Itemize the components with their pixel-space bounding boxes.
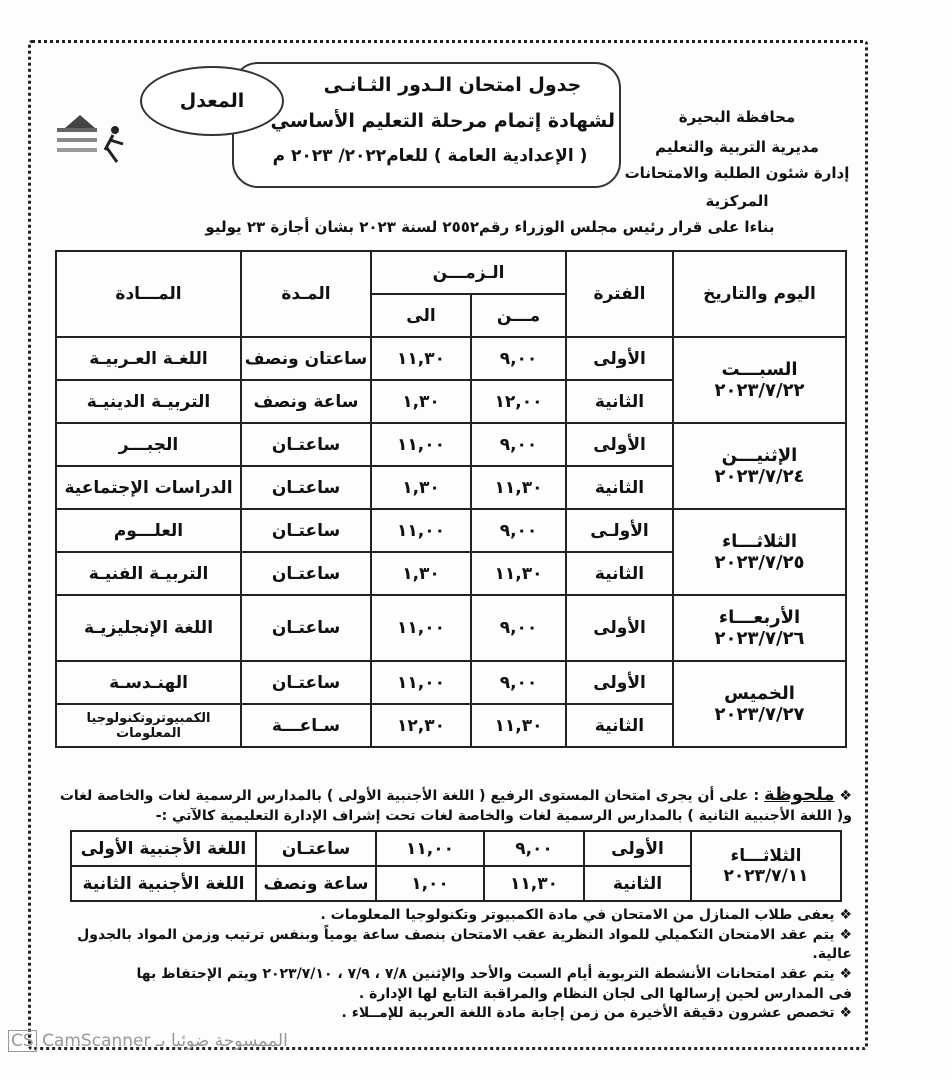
org-department: إدارة شئون الطلبة والامتحانات (624, 164, 850, 182)
header-day: اليوم والتاريخ (673, 251, 846, 337)
day-cell (673, 337, 846, 423)
title-line-2: لشهادة إتمام مرحلة التعليم الأساسي (270, 110, 615, 132)
to-cell: ١٢,٣٠ (371, 704, 471, 747)
duration-cell: ساعتـان (241, 552, 371, 595)
to-cell: ١١,٠٠ (371, 509, 471, 552)
subject-cell: التربيـة الدينيـة (56, 380, 241, 423)
day-cell (673, 661, 846, 747)
student-logo-icon (55, 110, 135, 170)
from-cell: ١١,٣٠ (484, 866, 584, 901)
day-name: الإثنيـــن (721, 445, 798, 466)
day-date: ٢٠٢٣/٧/٢٢ (714, 380, 805, 401)
duration-cell: ساعتـان (241, 466, 371, 509)
table-row (56, 595, 846, 661)
period-cell: الثانية (566, 466, 673, 509)
watermark-text: الممسوحة ضوئيا بـ (155, 1030, 288, 1051)
to-cell: ١,٠٠ (376, 866, 484, 901)
bullet-1: ❖ يعفى طلاب المنازل من الامتحان في مادة الكمبيوتر وتكنولوجيا المعلومات . (320, 907, 852, 924)
language-exam-table (70, 830, 842, 902)
from-cell: ٩,٠٠ (471, 337, 566, 380)
from-cell: ٩,٠٠ (484, 831, 584, 866)
period-cell: الأولى (566, 423, 673, 466)
period-cell: الثانية (566, 380, 673, 423)
subject-cell: الجبـــر (56, 423, 241, 466)
org-governorate: محافظة البحيرة (678, 108, 796, 126)
header-subject: المـــادة (56, 251, 241, 337)
day-cell (673, 423, 846, 509)
decree-text: بناءا على قرار رئيس مجلس الوزراء رقم٢٥٥٢ لسنة ٢٠٢٣ بشان أجازة ٢٣ يوليو (205, 218, 775, 236)
note-label: ملحوظة (763, 784, 835, 805)
day-cell (673, 595, 846, 661)
duration-cell: ساعة ونصف (241, 380, 371, 423)
period-cell: الثانية (566, 552, 673, 595)
duration-cell: سـاعـــة (241, 704, 371, 747)
header-from: مـــن (471, 294, 566, 337)
to-cell: ١١,٠٠ (371, 595, 471, 661)
table-row (56, 509, 846, 552)
subject-cell: الهنـدسـة (56, 661, 241, 704)
to-cell: ١,٣٠ (371, 552, 471, 595)
duration-cell: ساعتان ونصف (241, 337, 371, 380)
bullet-3-continued: فى المدارس لحين إرسالها الى لجان النظام والمراقبة التابع لها الإدارة . (358, 985, 852, 1002)
table-row (56, 661, 846, 704)
day-name: الأربعـــاء (718, 607, 801, 628)
to-cell: ١,٣٠ (371, 466, 471, 509)
header-period: الفترة (566, 251, 673, 337)
note-line-1: ❖ ملحوظة : على أن يجرى امتحان المستوى الرفيع ( اللغة الأجنبية الأولى ) بالمدارس الرسمية لغات والخاصة لغات (59, 784, 852, 805)
header-time: الـزمـــن (371, 251, 566, 294)
day-date: ٢٠٢٣/٧/٢٥ (714, 552, 805, 573)
period-cell: الأولى (566, 337, 673, 380)
day-cell (673, 509, 846, 595)
to-cell: ١١,٠٠ (376, 831, 484, 866)
from-cell: ٩,٠٠ (471, 661, 566, 704)
duration-cell: ساعتـان (241, 423, 371, 466)
to-cell: ١١,٠٠ (371, 661, 471, 704)
to-cell: ١١,٣٠ (371, 337, 471, 380)
bullet-4: ❖ تخصص عشرون دقيقة الأخيرة من زمن إجابة مادة اللغة العربية للإمــلاء . (341, 1005, 852, 1022)
watermark-brand: CamScanner (42, 1030, 151, 1051)
title-line-3: ( الإعدادية العامة ) للعام٢٠٢٢/ ٢٠٢٣ م (272, 146, 588, 166)
table-row (56, 423, 846, 466)
day-name: الثلاثـــاء (721, 531, 798, 552)
day-cell (691, 831, 841, 901)
day-date: ٢٠٢٣/٧/٢٧ (714, 704, 805, 725)
day-name: السبـــت (721, 359, 798, 380)
subject-cell: اللغة الأجنبية الأولى (71, 831, 256, 866)
subject-cell: الدراسات الإجتماعية (56, 466, 241, 509)
org-central: المركزية (705, 192, 769, 210)
revised-badge: المعدل (140, 66, 284, 136)
day-date: ٢٠٢٣/٧/١١ (723, 866, 809, 887)
subject-cell: اللغـة العـربيـة (56, 337, 241, 380)
to-cell: ١,٣٠ (371, 380, 471, 423)
duration-cell: ساعتـان (241, 661, 371, 704)
period-cell: الأولـى (566, 509, 673, 552)
table-row (56, 337, 846, 380)
day-date: ٢٠٢٣/٧/٢٤ (714, 466, 805, 487)
from-cell: ١١,٣٠ (471, 704, 566, 747)
table-row (71, 831, 841, 866)
to-cell: ١١,٠٠ (371, 423, 471, 466)
bullet-3: ❖ يتم عقد امتحانات الأنشطة التربوية أيام السبت والأحد والإثنين ٧/٨ ، ٧/٩ ، ٢٠٢٣/٧/١٠ ويتم الإحتفاظ بها (136, 965, 852, 982)
from-cell: ٩,٠٠ (471, 595, 566, 661)
subject-cell: التربيـة الفنيـة (56, 552, 241, 595)
duration-cell: ساعة ونصف (256, 866, 376, 901)
exam-schedule-table (55, 250, 847, 748)
bullet-2: ❖ يتم عقد الامتحان التكميلي للمواد النظرية عقب الامتحان بنصف ساعة يومياً وبنفس ترتيب وزمن المواد بالجدول عالية. (77, 926, 852, 963)
title-line-1: جدول امتحان الـدور الثـانـى (323, 74, 582, 96)
day-date: ٢٠٢٣/٧/٢٦ (714, 628, 805, 649)
table-header-row (56, 251, 846, 294)
subject-cell: اللغة الأجنبية الثانية (71, 866, 256, 901)
period-cell: الثانية (566, 704, 673, 747)
from-cell: ١٢,٠٠ (471, 380, 566, 423)
from-cell: ١١,٣٠ (471, 466, 566, 509)
duration-cell: ساعتـان (256, 831, 376, 866)
duration-cell: ساعتـان (241, 595, 371, 661)
subject-cell: العلـــوم (56, 509, 241, 552)
period-cell: الأولى (566, 595, 673, 661)
subject-cell: الكمبيوتروتكنولوجيا المعلومات (56, 704, 241, 747)
camscanner-logo-icon: CS (8, 1030, 37, 1052)
notes-section (11, 783, 852, 1052)
period-cell: الأولى (584, 831, 691, 866)
day-name: الثلاثـــاء (730, 846, 802, 867)
note-text-1: : على أن يجرى امتحان المستوى الرفيع ( اللغة الأجنبية الأولى ) بالمدارس الرسمية لغات والخاصة لغات (59, 788, 760, 804)
period-cell: الثانية (584, 866, 691, 901)
camscanner-watermark (8, 1030, 852, 1052)
from-cell: ٩,٠٠ (471, 423, 566, 466)
header-duration: المـدة (241, 251, 371, 337)
day-name: الخميس (724, 683, 795, 704)
period-cell: الأولى (566, 661, 673, 704)
from-cell: ٩,٠٠ (471, 509, 566, 552)
header-to: الى (371, 294, 471, 337)
subject-cell: اللغة الإنجليزيـة (56, 595, 241, 661)
duration-cell: ساعتـان (241, 509, 371, 552)
note-line-2: و( اللغة الأجنبية الثانية ) بالمدارس الرسمية لغات والخاصة لغات تحت إشراف الإدارة التعليمية كالآتي :- (155, 808, 852, 825)
from-cell: ١١,٣٠ (471, 552, 566, 595)
org-directorate: مديرية التربية والتعليم (655, 138, 819, 156)
